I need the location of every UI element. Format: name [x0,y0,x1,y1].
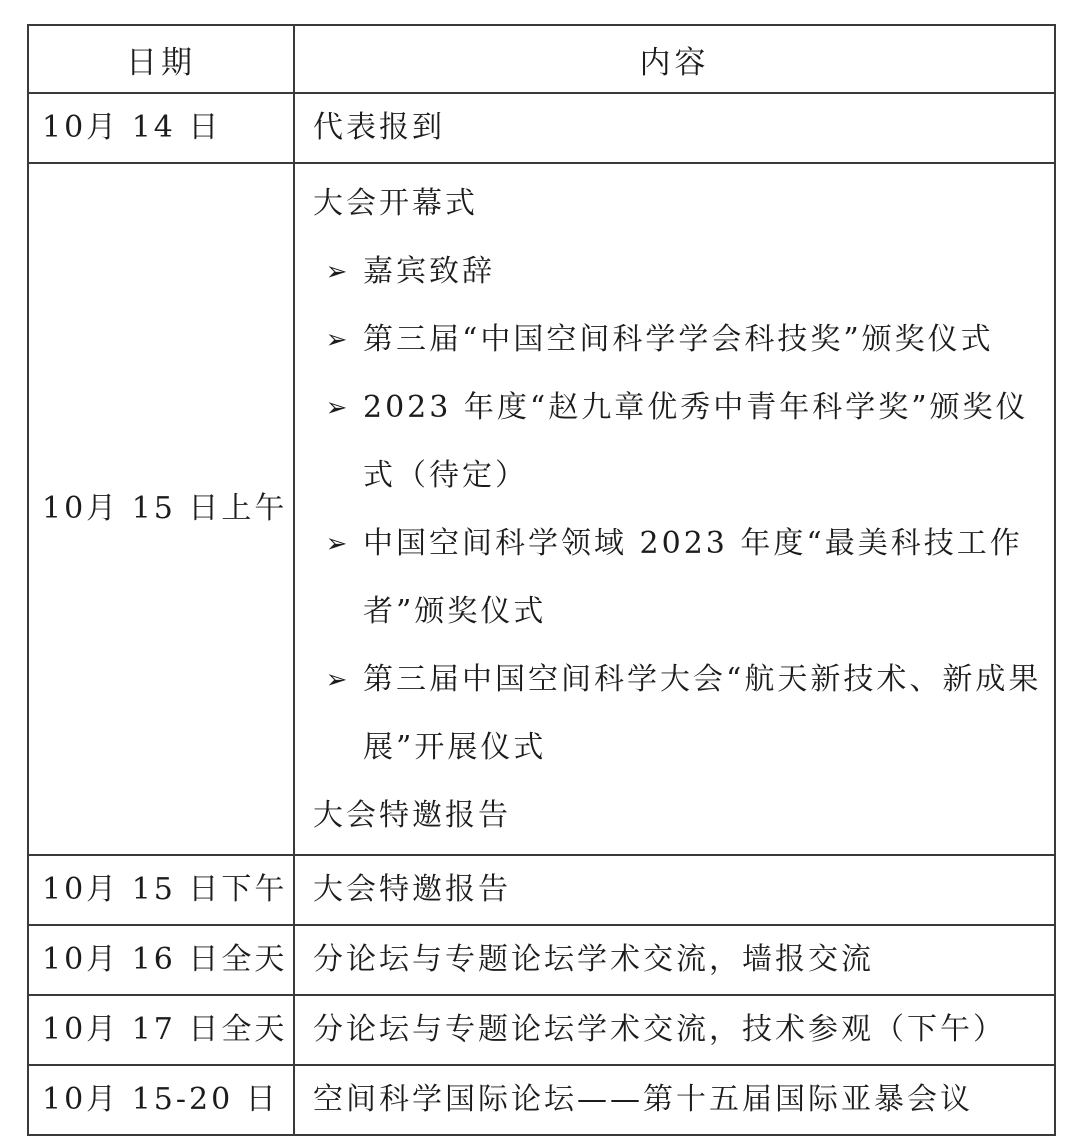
keynote-label: 大会特邀报告 [313,798,511,833]
list-item-text: 中国空间科学领域 2023 年度“最美科技工作者”颁奖仪式 [363,526,1023,629]
table-row [28,925,1055,995]
content-cell: 分论坛与专题论坛学术交流，技术参观（下午） [294,995,1055,1065]
table-row [28,163,1055,855]
date-cell: 10月 15 日下午 [28,855,294,925]
list-item [313,238,1054,306]
content-cell: 分论坛与专题论坛学术交流，墙报交流 [294,925,1055,995]
list-item [313,510,1054,646]
list-item [313,646,1054,782]
date-header: 日期 [28,25,294,93]
list-item [313,374,1054,510]
content-cell: 大会特邀报告 [294,855,1055,925]
date-cell: 10月 16 日全天 [28,925,294,995]
date-cell: 10月 14 日 [28,93,294,163]
content-cell: 空间科学国际论坛——第十五届国际亚暴会议 [294,1065,1055,1135]
list-item-text: 嘉宾致辞 [363,254,495,289]
content-cell [294,163,1055,855]
arrowhead-bullet-icon: ➢ [325,665,351,695]
schedule-table [27,24,1056,1136]
table-row [28,995,1055,1065]
content-cell: 代表报到 [294,93,1055,163]
table-row [28,1065,1055,1135]
list-item-text: 第三届“中国空间科学学会科技奖”颁奖仪式 [363,322,994,357]
header-row [28,25,1055,93]
date-cell: 10月 15 日上午 [28,163,294,855]
list-item-text: 第三届中国空间科学大会“航天新技术、新成果展”开展仪式 [363,662,1042,765]
arrowhead-bullet-icon: ➢ [325,325,351,355]
list-item-text: 2023 年度“赵九章优秀中青年科学奖”颁奖仪式（待定） [363,390,1029,493]
date-cell: 10月 15-20 日 [28,1065,294,1135]
content-header: 内容 [294,25,1055,93]
table-row [28,855,1055,925]
table-row [28,93,1055,163]
opening-ceremony-label: 大会开幕式 [313,186,478,221]
arrowhead-bullet-icon: ➢ [325,393,351,423]
arrowhead-bullet-icon: ➢ [325,257,351,287]
list-item [313,306,1054,374]
arrowhead-bullet-icon: ➢ [325,529,351,559]
date-cell: 10月 17 日全天 [28,995,294,1065]
